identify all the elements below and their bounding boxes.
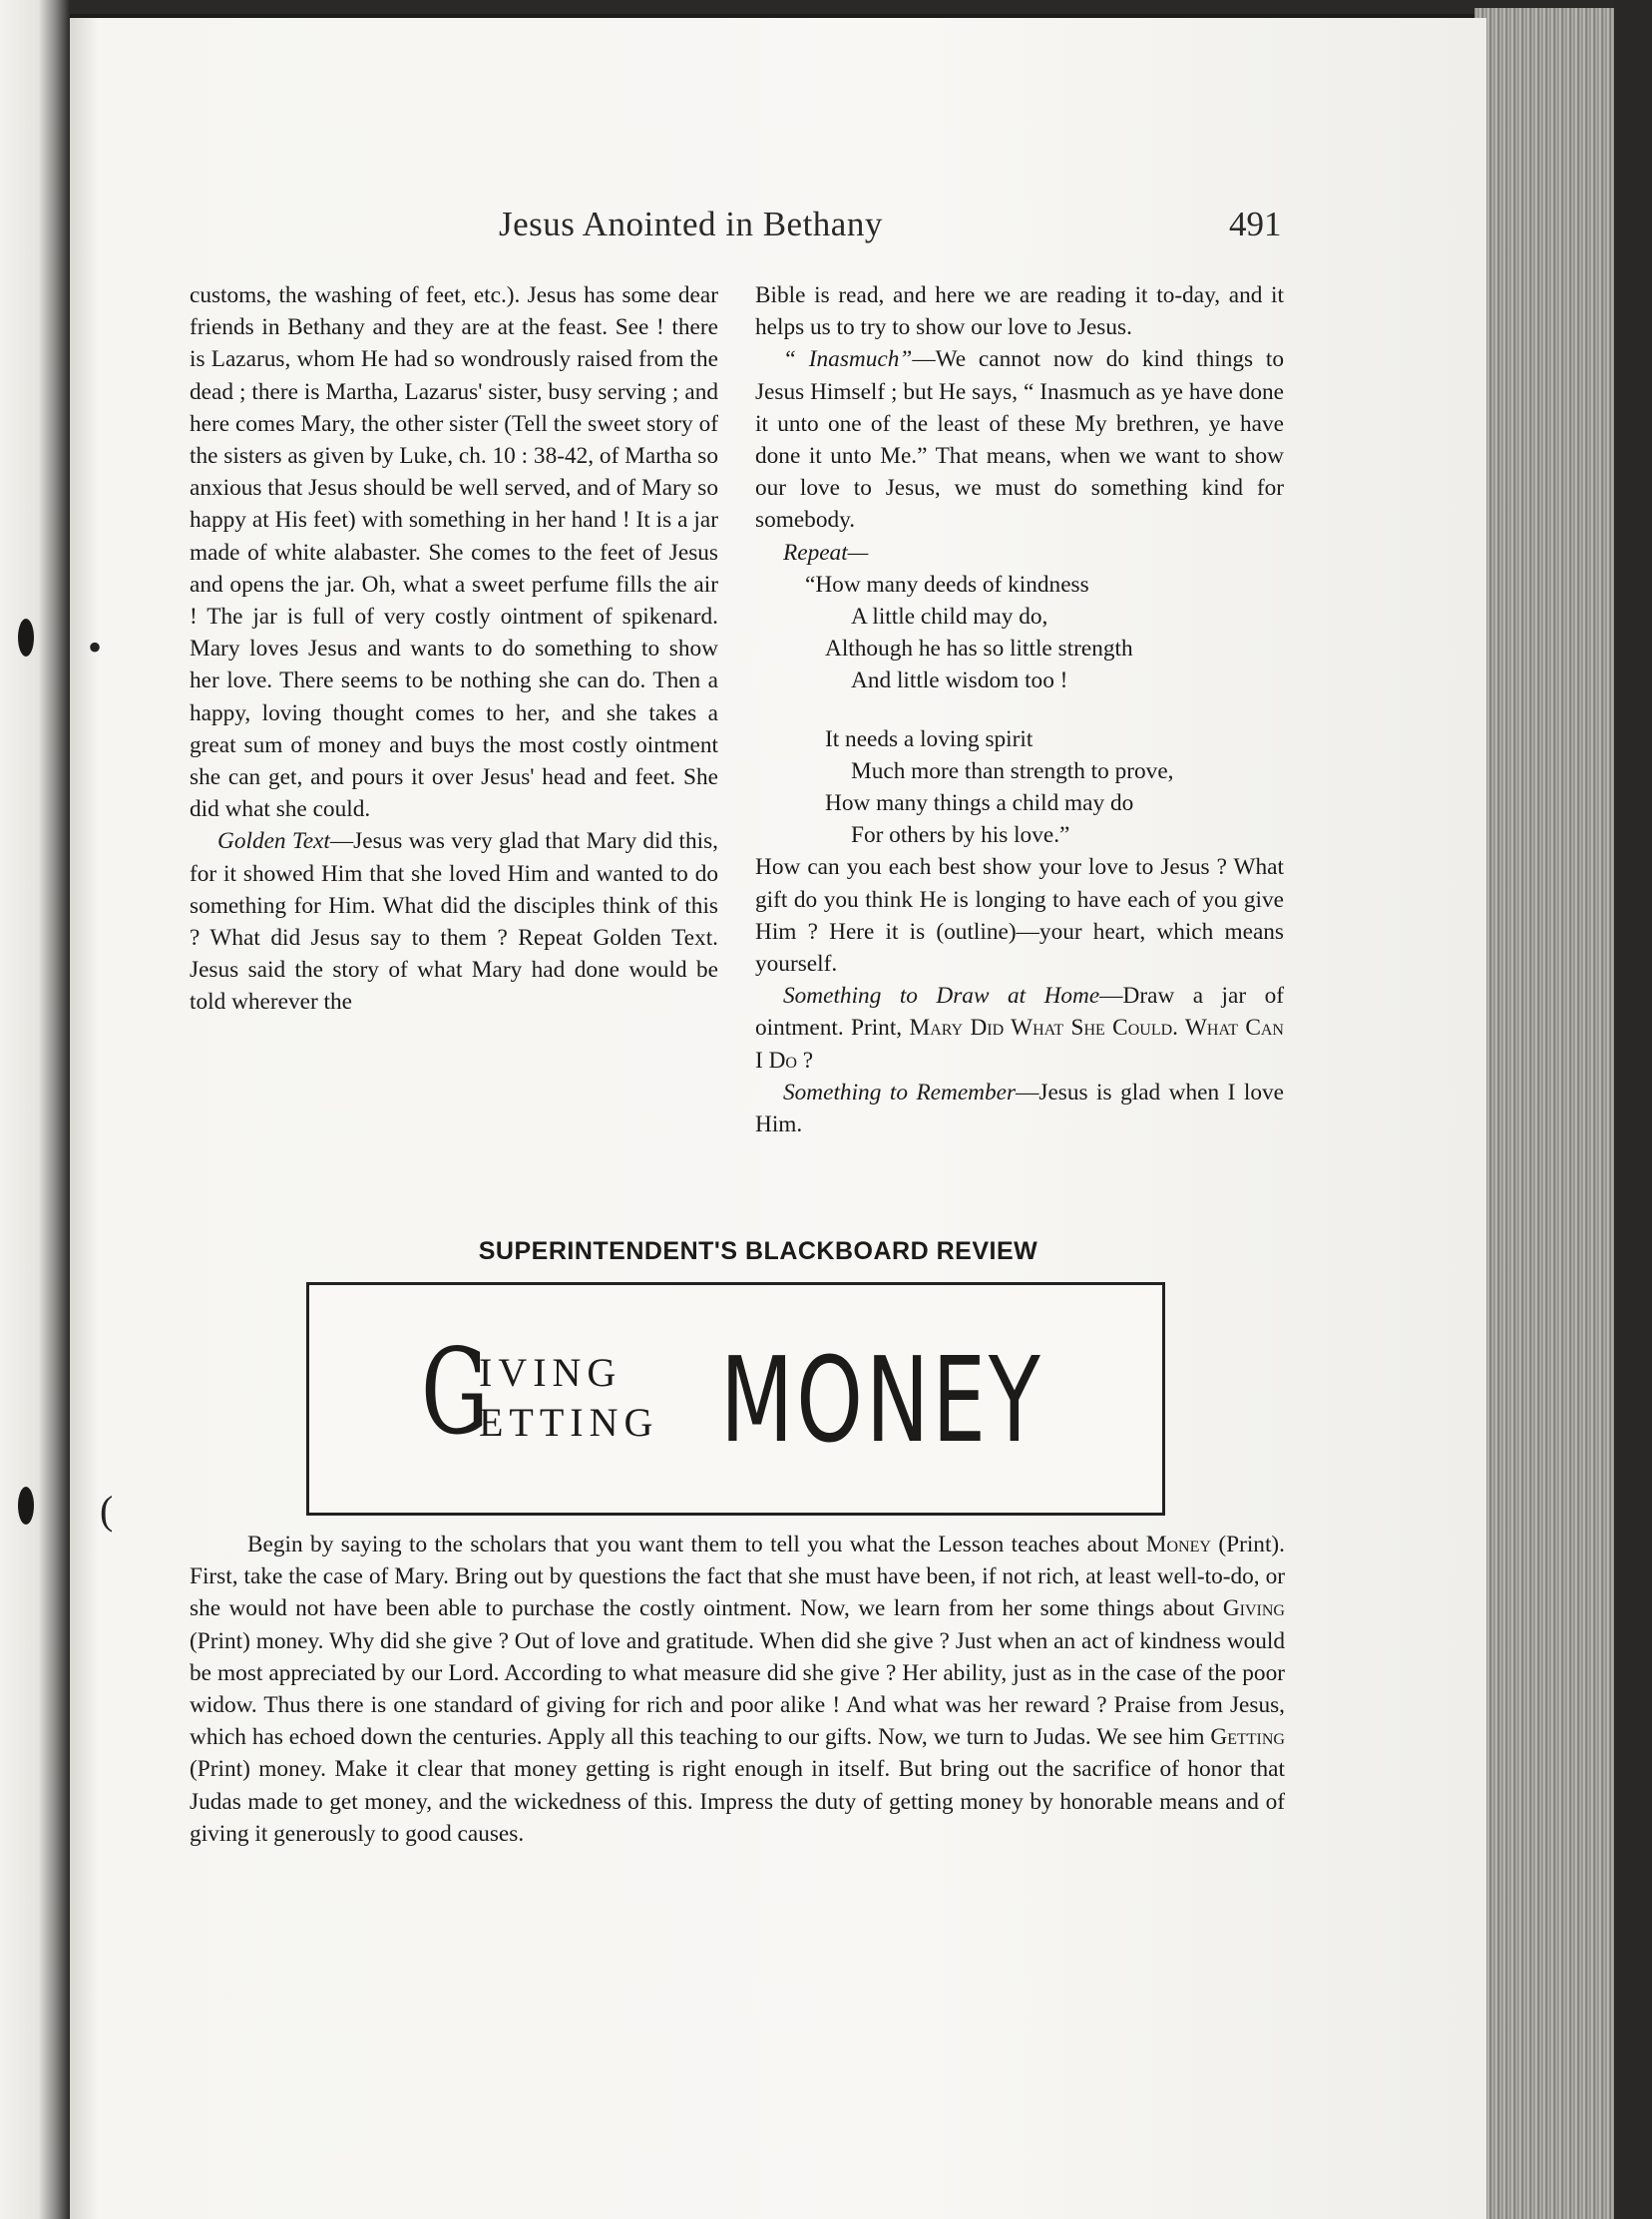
inasmuch-label: “ Inasmuch” <box>783 346 913 373</box>
margin-mark: ( <box>100 1488 114 1533</box>
right-paragraph-3: How can you each best show your love to Jesus ? What gift do you think He is longing to have each of you give Him ? Here it is (outline)—your heart, which means yourself. <box>755 854 1284 978</box>
poem-line: For others by his love.” <box>851 822 1070 849</box>
left-paragraph-2 <box>190 825 718 1018</box>
scan-top-border <box>0 0 1652 14</box>
blackboard-box <box>306 1282 1165 1516</box>
draw-at-home-label: Something to Draw at Home <box>783 983 1100 1010</box>
print-giving: Giving <box>1222 1595 1285 1622</box>
repeat-label: Repeat— <box>783 539 869 566</box>
board-initial-g: G <box>421 1323 489 1461</box>
poem-line: How many things a child may do <box>825 790 1134 817</box>
binding-hole <box>18 1487 34 1525</box>
book-cover-edge <box>1614 0 1652 2219</box>
left-column <box>190 279 718 1019</box>
draw-at-home-body: —Draw a jar of ointment. Print, <box>755 983 1285 1042</box>
golden-text-body: —Jesus was very glad that Mary did this, for it showed Him that she loved Him and wanted to do something for Him. What did the disciples think of this ? What did Jesus say to them ? Repeat Golden Text. Jesus said the story of what Mary had done would be told wherever the <box>190 828 718 1016</box>
draw-at-home-print: Mary Did What She Could. What Can I Do ? <box>755 1015 1284 1074</box>
print-getting: Getting <box>1210 1724 1285 1751</box>
poem-line: Although he has so little strength <box>825 636 1133 663</box>
binding-hole <box>18 619 34 657</box>
right-paragraph-5 <box>755 1077 1284 1140</box>
stanza-break <box>755 697 1284 723</box>
right-column <box>755 279 1284 1140</box>
left-page-spine <box>0 0 70 2219</box>
review-text <box>190 1529 1285 1850</box>
poem-line: “How many deeds of kindness <box>805 571 1089 598</box>
margin-mark: • <box>88 625 103 669</box>
poem <box>755 569 1284 852</box>
book-page-edges <box>1474 8 1614 2219</box>
right-paragraph-4 <box>755 980 1284 1077</box>
poem-line: A little child may do, <box>851 604 1048 631</box>
review-heading: SUPERINTENDENT'S BLACKBOARD REVIEW <box>478 1237 1038 1265</box>
blackboard-lettering <box>421 1323 1059 1469</box>
review-paragraph: Begin by saying to the scholars that you want them to tell you what the Lesson teaches about Money (Print). First, take the case of Mary. Bring out by questions the fact that she must have been, if not rich, at least well-to-do, or she would not have been able to purchase the costly ointment. Now, we learn from her some things about Giving (Print) money. Why did she give ? Out of love and gratitude. When did she give ? Just when an act of kindness would be most appreciated by our Lord. According to what measure did she give ? Her ability, just as in the case of the poor widow. Thus there is one standard of giving for rich and poor alike ! And what was her reward ? Praise from Jesus, which has echoed down the centuries. Apply all this teaching to our gifts. Now, we turn to Judas. We see him Getting (Print) money. Make it clear that money getting is right enough in itself. But bring out the sacrifice of honor that Judas made to get money, and the wickedness of this. Impress the duty of getting money by honorable means and of giving it generously to good causes. <box>190 1532 1286 1847</box>
board-word-getting: ETTING <box>479 1400 659 1445</box>
inasmuch-body: —We cannot now do kind things to Jesus Himself ; but He says, “ Inasmuch as ye have done it unto one of the least of these My brethren, ye have done it unto Me.” That means, when we want to show our love to Jesus, we must do something kind for somebody. <box>755 346 1285 534</box>
print-money: Money <box>1145 1532 1211 1557</box>
board-word-giving: IVING <box>479 1350 622 1395</box>
golden-text-label: Golden Text <box>217 828 330 855</box>
page-number: 491 <box>1229 205 1282 243</box>
left-paragraph-1: customs, the washing of feet, etc.). Jesus has some dear friends in Bethany and they are at the feast. See ! there is Lazarus, whom He had so wondrously raised from the dead ; there is Martha, Lazarus' sister, busy serving ; and here comes Mary, the other sister (Tell the sweet story of the sisters as given by Luke, ch. 10 : 38-42, of Martha so anxious that Jesus should be well served, and of Mary so happy at His feet) with something in her hand ! It is a jar made of white alabaster. She comes to the feet of Jesus and opens the jar. Oh, what a sweet perfume fills the air ! The jar is full of very costly ointment of spikenard. Mary loves Jesus and wants to do something to show her love. There seems to be nothing she can do. Then a happy, loving thought comes to her, and she takes a great sum of money and buys the most costly ointment she can get, and pours it over Jesus' head and feet. She did what she could. <box>190 282 718 823</box>
board-word-money: MONEY <box>720 1331 1043 1469</box>
right-paragraph-2 <box>755 343 1284 536</box>
poem-line: And little wisdom too ! <box>851 667 1068 694</box>
remember-label: Something to Remember <box>783 1079 1017 1106</box>
right-paragraph-1: Bible is read, and here we are reading it to-day, and it helps us to try to show our love to Jesus. <box>755 282 1284 341</box>
poem-line: Much more than strength to prove, <box>851 757 1174 784</box>
poem-line: It needs a loving spirit <box>825 725 1033 752</box>
running-title: Jesus Anointed in Bethany <box>499 205 883 243</box>
remember-body: —Jesus is glad when I love Him. <box>755 1079 1284 1138</box>
